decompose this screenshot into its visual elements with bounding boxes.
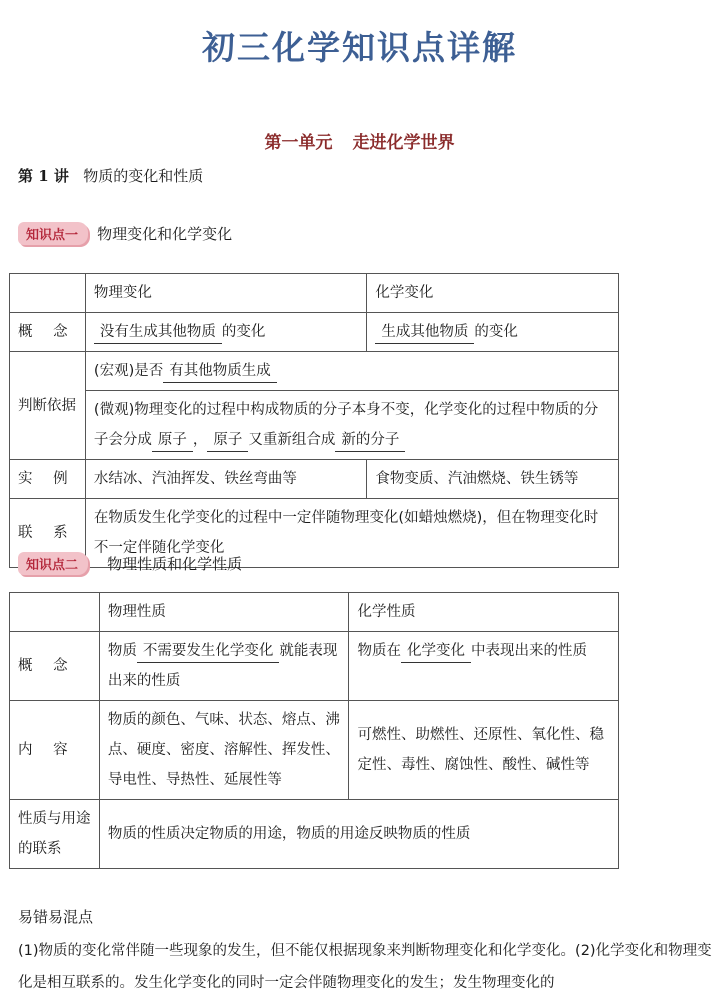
fill-blank: 化学变化 xyxy=(401,640,471,663)
kp2-concept-physical: 物质 不需要发生化学变化 就能表现出来的性质 xyxy=(99,632,349,701)
kp1-concept-label: 概 念 xyxy=(10,313,86,352)
kp2-badge: 知识点二 xyxy=(18,552,88,575)
kp1-header-row xyxy=(10,274,619,313)
kp1-basis-macro: (宏观)是否 有其他物质生成 xyxy=(85,352,618,391)
lecture-heading xyxy=(18,165,203,186)
kp2-relation-row xyxy=(10,800,619,869)
notes-heading: 易错易混点 xyxy=(18,908,94,926)
page-title: 初三化学知识点详解 xyxy=(202,28,517,67)
kp1-basis-micro-row xyxy=(10,391,619,460)
kp1-concept-chemical: 生成其他物质 的变化 xyxy=(367,313,619,352)
notes-text: (1)物质的变化常伴随一些现象的发生，但不能仅根据现象来判断物理变化和化学变化。(2)化学变化和物理变化是相互联系的。发生化学变化的同时一定会伴随物理变化的发生；发生物理变化的 xyxy=(18,943,712,991)
kp2-content-chemical: 可燃性、助燃性、还原性、氧化性、稳定性、毒性、腐蚀性、酸性、碱性等 xyxy=(349,701,619,800)
kp2-content-physical: 物质的颜色、气味、状态、熔点、沸点、硬度、密度、溶解性、挥发性、导电性、导热性、延展性等 xyxy=(99,701,349,800)
kp2-concept-label: 概 念 xyxy=(10,632,100,701)
unit-heading xyxy=(0,128,719,153)
kp1-relation-text: 在物质发生化学变化的过程中一定伴随物理变化(如蜡烛燃烧)，但在物理变化时不一定伴随化学变化 xyxy=(85,499,618,568)
kp1-basis-macro-row xyxy=(10,352,619,391)
kp1-example-physical: 水结冰、汽油挥发、铁丝弯曲等 xyxy=(85,460,367,499)
kp2-heading xyxy=(18,552,242,575)
kp1-concept-row xyxy=(10,313,619,352)
fill-blank: 原子 xyxy=(207,429,248,452)
kp1-header-physical: 物理变化 xyxy=(85,274,367,313)
kp1-header-chemical: 化学变化 xyxy=(367,274,619,313)
kp2-concept-chemical: 物质在 化学变化 中表现出来的性质 xyxy=(349,632,619,701)
unit-name: 走进化学世界 xyxy=(352,133,455,153)
fill-blank: 没有生成其他物质 xyxy=(94,321,222,344)
kp1-badge: 知识点一 xyxy=(18,222,88,245)
kp2-table xyxy=(9,592,619,869)
fill-blank: 有其他物质生成 xyxy=(163,360,277,383)
fill-blank: 原子 xyxy=(152,429,193,452)
kp1-example-row xyxy=(10,460,619,499)
kp1-example-chemical: 食物变质、汽油燃烧、铁生锈等 xyxy=(367,460,619,499)
kp1-concept-physical: 没有生成其他物质 的变化 xyxy=(85,313,367,352)
unit-number: 第一单元 xyxy=(264,133,333,153)
kp2-content-row xyxy=(10,701,619,800)
kp1-title: 物理变化和化学变化 xyxy=(97,225,233,243)
lecture-number: 第 1 讲 xyxy=(18,167,69,185)
kp2-content-label: 内 容 xyxy=(10,701,100,800)
fill-blank: 不需要发生化学变化 xyxy=(137,640,280,663)
kp1-table xyxy=(9,273,619,568)
kp1-basis-label: 判断依据 xyxy=(10,352,86,460)
kp2-title: 物理性质和化学性质 xyxy=(107,555,243,573)
kp2-relation-label: 性质与用途的联系 xyxy=(10,800,100,869)
kp2-header-row xyxy=(10,593,619,632)
kp2-relation-text: 物质的性质决定物质的用途，物质的用途反映物质的性质 xyxy=(99,800,618,869)
kp2-header-empty xyxy=(10,593,100,632)
kp1-example-label: 实 例 xyxy=(10,460,86,499)
fill-blank: 生成其他物质 xyxy=(375,321,474,344)
kp1-basis-micro: (微观)物理变化的过程中构成物质的分子本身不变，化学变化的过程中物质的分子会分成 原子 ， 原子 又重新组合成 新的分子 xyxy=(85,391,618,460)
kp2-concept-row xyxy=(10,632,619,701)
kp2-header-physical: 物理性质 xyxy=(99,593,349,632)
fill-blank: 新的分子 xyxy=(335,429,405,452)
kp2-header-chemical: 化学性质 xyxy=(349,593,619,632)
kp1-heading xyxy=(18,222,232,245)
lecture-title: 物质的变化和性质 xyxy=(83,167,204,185)
kp1-header-empty xyxy=(10,274,86,313)
kp1-relation-label: 联 系 xyxy=(10,499,86,568)
